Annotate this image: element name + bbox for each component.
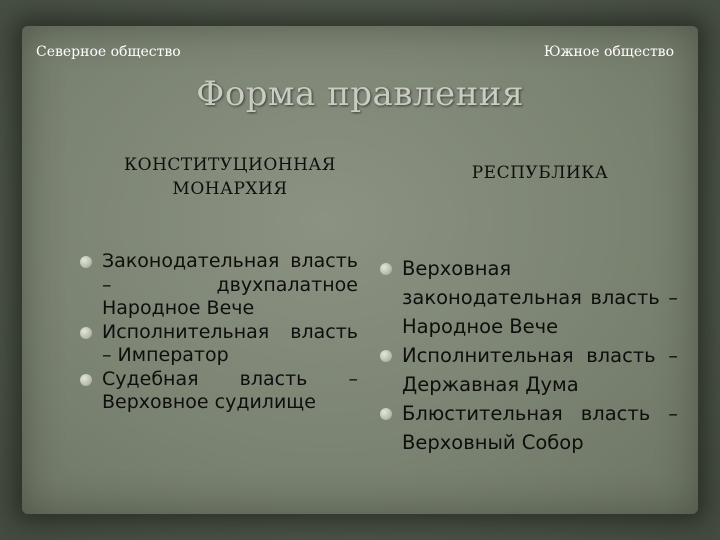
list-item-text: Верховная законодательная власть – Народное Вече	[402, 257, 678, 338]
bullet-list-left	[78, 250, 358, 415]
list-item-text: Исполнительная власть – Император	[102, 320, 358, 366]
heading-right: РЕСПУБЛИКА	[471, 163, 609, 183]
bullet-dot-icon	[380, 263, 392, 275]
list-item	[378, 341, 678, 399]
bullet-dot-icon	[380, 350, 392, 362]
list-item	[378, 399, 678, 457]
heading-left-line1: КОНСТИТУЦИОННАЯ	[123, 155, 337, 175]
list-item	[378, 254, 678, 341]
bullet-dot-icon	[80, 327, 92, 339]
bullet-dot-icon	[80, 256, 92, 268]
list-item	[78, 321, 358, 368]
heading-left	[70, 153, 390, 201]
list-item	[78, 368, 358, 415]
list-item-text: Исполнительная власть – Державная Дума	[402, 344, 678, 396]
corner-label-south: Южное общество	[543, 44, 674, 60]
list-item	[78, 250, 358, 321]
page-title: Форма правления	[196, 74, 524, 114]
list-item-text: Законодательная власть – двухпалатное Народное Вече	[102, 250, 358, 319]
bullet-dot-icon	[380, 408, 392, 420]
list-item-text: Судебная власть – Верховное судилище	[102, 367, 358, 413]
bullet-list-right	[378, 254, 678, 457]
heading-left-line2: МОНАРХИЯ	[172, 179, 288, 199]
bullet-dot-icon	[80, 374, 92, 386]
corner-label-north: Северное общество	[36, 44, 181, 60]
list-item-text: Блюстительная власть – Верховный Собор	[402, 402, 678, 454]
